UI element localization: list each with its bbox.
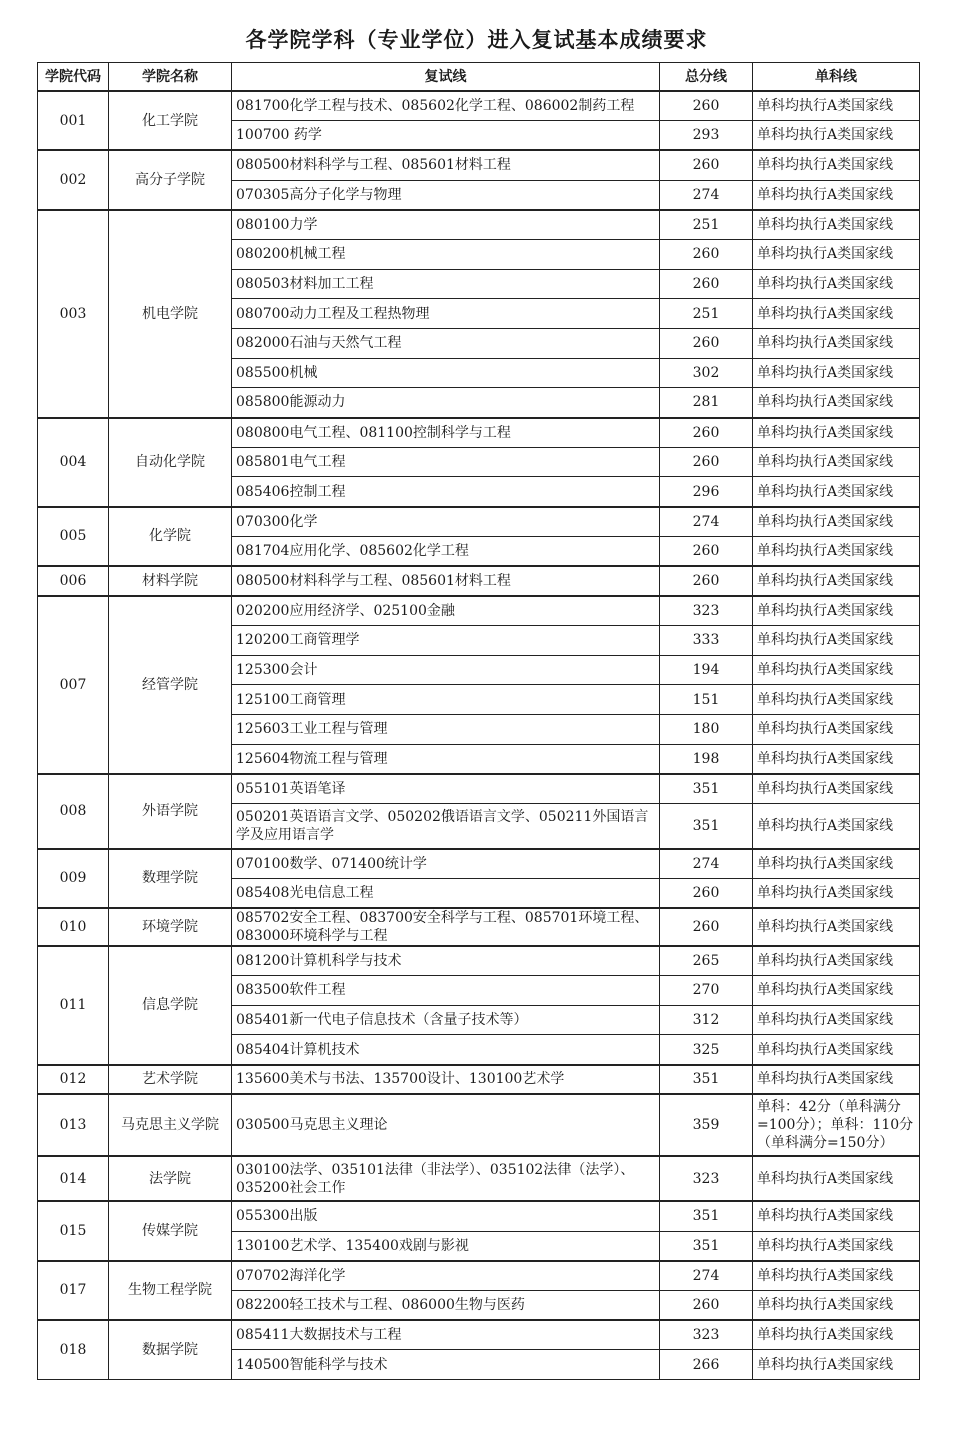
- table-row: [38, 849, 920, 879]
- major-cell: 085406控制工程: [232, 477, 660, 507]
- total-score-cell: 351: [660, 1231, 753, 1261]
- school-name: 艺术学院: [109, 1065, 232, 1095]
- single-subject-cell: 单科均执行A类国家线: [753, 685, 920, 715]
- major-cell: 125603工业工程与管理: [232, 714, 660, 744]
- total-score-cell: 312: [660, 1005, 753, 1035]
- total-score-cell: 265: [660, 946, 753, 976]
- total-score-cell: 260: [660, 418, 753, 448]
- major-cell: 085500机械: [232, 358, 660, 388]
- header-total: 总分线: [660, 63, 753, 92]
- single-subject-cell: 单科均执行A类国家线: [753, 1035, 920, 1065]
- table-row: [38, 566, 920, 596]
- total-score-cell: 270: [660, 976, 753, 1006]
- major-cell: 080500材料科学与工程、085601材料工程: [232, 150, 660, 180]
- major-cell: 140500智能科学与技术: [232, 1350, 660, 1380]
- total-score-cell: 325: [660, 1035, 753, 1065]
- single-subject-cell: 单科均执行A类国家线: [753, 299, 920, 329]
- single-subject-cell: 单科均执行A类国家线: [753, 625, 920, 655]
- score-table: [37, 62, 920, 1380]
- total-score-cell: 274: [660, 507, 753, 537]
- total-score-cell: 351: [660, 1065, 753, 1095]
- total-score-cell: 260: [660, 239, 753, 269]
- total-score-cell: 260: [660, 329, 753, 359]
- single-subject-cell: 单科均执行A类国家线: [753, 269, 920, 299]
- table-row: [38, 150, 920, 180]
- header-name: 学院名称: [109, 63, 232, 92]
- school-name: 化学院: [109, 507, 232, 566]
- major-cell: 080700动力工程及工程热物理: [232, 299, 660, 329]
- table-body: [38, 91, 920, 1379]
- major-cell: 083500软件工程: [232, 976, 660, 1006]
- major-cell: 085801电气工程: [232, 447, 660, 477]
- total-score-cell: 333: [660, 625, 753, 655]
- major-cell: 070702海洋化学: [232, 1261, 660, 1291]
- total-score-cell: 260: [660, 1290, 753, 1320]
- single-subject-cell: 单科均执行A类国家线: [753, 1005, 920, 1035]
- total-score-cell: 180: [660, 714, 753, 744]
- school-name: 外语学院: [109, 774, 232, 849]
- school-code: 013: [38, 1094, 109, 1156]
- single-subject-cell: 单科均执行A类国家线: [753, 946, 920, 976]
- major-cell: 070100数学、071400统计学: [232, 849, 660, 879]
- total-score-cell: 293: [660, 121, 753, 151]
- major-cell: 125300会计: [232, 655, 660, 685]
- total-score-cell: 323: [660, 1156, 753, 1201]
- major-cell: 120200工商管理学: [232, 625, 660, 655]
- school-name: 信息学院: [109, 946, 232, 1065]
- total-score-cell: 260: [660, 91, 753, 121]
- major-cell: 085401新一代电子信息技术（含量子技术等）: [232, 1005, 660, 1035]
- single-subject-cell: 单科均执行A类国家线: [753, 358, 920, 388]
- school-code: 004: [38, 418, 109, 507]
- school-name: 化工学院: [109, 91, 232, 150]
- school-name: 数据学院: [109, 1320, 232, 1379]
- major-cell: 055101英语笔译: [232, 774, 660, 804]
- school-name: 环境学院: [109, 908, 232, 946]
- major-cell: 050201英语语言文学、050202俄语语言文学、050211外国语言学及应用语言学: [232, 804, 660, 849]
- school-name: 生物工程学院: [109, 1261, 232, 1320]
- single-subject-cell: 单科均执行A类国家线: [753, 1065, 920, 1095]
- single-subject-cell: 单科均执行A类国家线: [753, 1201, 920, 1231]
- table-row: [38, 1320, 920, 1350]
- major-cell: 080800电气工程、081100控制科学与工程: [232, 418, 660, 448]
- table-row: [38, 908, 920, 946]
- major-cell: 125604物流工程与管理: [232, 744, 660, 774]
- single-subject-cell: 单科均执行A类国家线: [753, 388, 920, 418]
- table-row: [38, 1094, 920, 1156]
- school-code: 006: [38, 566, 109, 596]
- single-subject-cell: 单科均执行A类国家线: [753, 849, 920, 879]
- total-score-cell: 260: [660, 566, 753, 596]
- single-subject-cell: 单科均执行A类国家线: [753, 180, 920, 210]
- table-header-row: [38, 63, 920, 92]
- school-code: 001: [38, 91, 109, 150]
- major-cell: 030100法学、035101法律（非法学）、035102法律（法学）、035200社会工作: [232, 1156, 660, 1201]
- total-score-cell: 260: [660, 908, 753, 946]
- school-code: 017: [38, 1261, 109, 1320]
- major-cell: 130100艺术学、135400戏剧与影视: [232, 1231, 660, 1261]
- header-code: 学院代码: [38, 63, 109, 92]
- school-code: 012: [38, 1065, 109, 1095]
- major-cell: 100700 药学: [232, 121, 660, 151]
- single-subject-cell: 单科均执行A类国家线: [753, 1261, 920, 1291]
- single-subject-cell: 单科均执行A类国家线: [753, 121, 920, 151]
- total-score-cell: 351: [660, 774, 753, 804]
- school-name: 自动化学院: [109, 418, 232, 507]
- table-row: [38, 210, 920, 240]
- single-subject-cell: 单科：42分（单科满分=100分）；单科：110分（单科满分=150分）: [753, 1094, 920, 1156]
- total-score-cell: 260: [660, 536, 753, 566]
- table-row: [38, 596, 920, 626]
- single-subject-cell: 单科均执行A类国家线: [753, 507, 920, 537]
- major-cell: 070305高分子化学与物理: [232, 180, 660, 210]
- single-subject-cell: 单科均执行A类国家线: [753, 91, 920, 121]
- major-cell: 085411大数据技术与工程: [232, 1320, 660, 1350]
- school-code: 008: [38, 774, 109, 849]
- total-score-cell: 302: [660, 358, 753, 388]
- major-cell: 085404计算机技术: [232, 1035, 660, 1065]
- single-subject-cell: 单科均执行A类国家线: [753, 908, 920, 946]
- single-subject-cell: 单科均执行A类国家线: [753, 1156, 920, 1201]
- school-code: 003: [38, 210, 109, 418]
- header-line: 复试线: [232, 63, 660, 92]
- major-cell: 080100力学: [232, 210, 660, 240]
- major-cell: 080200机械工程: [232, 239, 660, 269]
- school-code: 005: [38, 507, 109, 566]
- single-subject-cell: 单科均执行A类国家线: [753, 566, 920, 596]
- total-score-cell: 274: [660, 849, 753, 879]
- school-code: 018: [38, 1320, 109, 1379]
- total-score-cell: 323: [660, 1320, 753, 1350]
- total-score-cell: 194: [660, 655, 753, 685]
- single-subject-cell: 单科均执行A类国家线: [753, 329, 920, 359]
- major-cell: 030500马克思主义理论: [232, 1094, 660, 1156]
- total-score-cell: 274: [660, 180, 753, 210]
- total-score-cell: 151: [660, 685, 753, 715]
- major-cell: 055300出版: [232, 1201, 660, 1231]
- table-row: [38, 91, 920, 121]
- school-name: 传媒学院: [109, 1201, 232, 1260]
- single-subject-cell: 单科均执行A类国家线: [753, 210, 920, 240]
- single-subject-cell: 单科均执行A类国家线: [753, 1290, 920, 1320]
- major-cell: 085800能源动力: [232, 388, 660, 418]
- single-subject-cell: 单科均执行A类国家线: [753, 714, 920, 744]
- major-cell: 020200应用经济学、025100金融: [232, 596, 660, 626]
- table-row: [38, 507, 920, 537]
- school-code: 002: [38, 150, 109, 209]
- single-subject-cell: 单科均执行A类国家线: [753, 596, 920, 626]
- single-subject-cell: 单科均执行A类国家线: [753, 976, 920, 1006]
- single-subject-cell: 单科均执行A类国家线: [753, 1231, 920, 1261]
- total-score-cell: 359: [660, 1094, 753, 1156]
- table-row: [38, 946, 920, 976]
- school-name: 经管学院: [109, 596, 232, 774]
- table-row: [38, 418, 920, 448]
- school-code: 009: [38, 849, 109, 908]
- header-single: 单科线: [753, 63, 920, 92]
- total-score-cell: 251: [660, 299, 753, 329]
- major-cell: 085702安全工程、083700安全科学与工程、085701环境工程、083000环境科学与工程: [232, 908, 660, 946]
- single-subject-cell: 单科均执行A类国家线: [753, 239, 920, 269]
- major-cell: 082200轻工技术与工程、086000生物与医药: [232, 1290, 660, 1320]
- single-subject-cell: 单科均执行A类国家线: [753, 1350, 920, 1380]
- school-name: 数理学院: [109, 849, 232, 908]
- single-subject-cell: 单科均执行A类国家线: [753, 447, 920, 477]
- total-score-cell: 260: [660, 269, 753, 299]
- total-score-cell: 351: [660, 804, 753, 849]
- total-score-cell: 260: [660, 150, 753, 180]
- major-cell: 085408光电信息工程: [232, 878, 660, 908]
- school-name: 马克思主义学院: [109, 1094, 232, 1156]
- total-score-cell: 260: [660, 878, 753, 908]
- page-title: 各学院学科（专业学位）进入复试基本成绩要求: [245, 28, 708, 52]
- school-name: 高分子学院: [109, 150, 232, 209]
- total-score-cell: 323: [660, 596, 753, 626]
- major-cell: 070300化学: [232, 507, 660, 537]
- single-subject-cell: 单科均执行A类国家线: [753, 774, 920, 804]
- total-score-cell: 351: [660, 1201, 753, 1231]
- single-subject-cell: 单科均执行A类国家线: [753, 1320, 920, 1350]
- school-name: 法学院: [109, 1156, 232, 1201]
- major-cell: 080500材料科学与工程、085601材料工程: [232, 566, 660, 596]
- major-cell: 080503材料加工工程: [232, 269, 660, 299]
- table-row: [38, 1156, 920, 1201]
- school-name: 机电学院: [109, 210, 232, 418]
- major-cell: 135600美术与书法、135700设计、130100艺术学: [232, 1065, 660, 1095]
- total-score-cell: 260: [660, 447, 753, 477]
- school-code: 007: [38, 596, 109, 774]
- single-subject-cell: 单科均执行A类国家线: [753, 536, 920, 566]
- total-score-cell: 266: [660, 1350, 753, 1380]
- major-cell: 125100工商管理: [232, 685, 660, 715]
- table-row: [38, 774, 920, 804]
- major-cell: 081700化学工程与技术、085602化学工程、086002制药工程: [232, 91, 660, 121]
- total-score-cell: 296: [660, 477, 753, 507]
- major-cell: 082000石油与天然气工程: [232, 329, 660, 359]
- school-code: 010: [38, 908, 109, 946]
- total-score-cell: 198: [660, 744, 753, 774]
- major-cell: 081704应用化学、085602化学工程: [232, 536, 660, 566]
- total-score-cell: 274: [660, 1261, 753, 1291]
- single-subject-cell: 单科均执行A类国家线: [753, 655, 920, 685]
- school-code: 011: [38, 946, 109, 1065]
- single-subject-cell: 单科均执行A类国家线: [753, 878, 920, 908]
- total-score-cell: 281: [660, 388, 753, 418]
- single-subject-cell: 单科均执行A类国家线: [753, 150, 920, 180]
- single-subject-cell: 单科均执行A类国家线: [753, 804, 920, 849]
- major-cell: 081200计算机科学与技术: [232, 946, 660, 976]
- single-subject-cell: 单科均执行A类国家线: [753, 477, 920, 507]
- total-score-cell: 251: [660, 210, 753, 240]
- single-subject-cell: 单科均执行A类国家线: [753, 744, 920, 774]
- table-row: [38, 1065, 920, 1095]
- table-row: [38, 1261, 920, 1291]
- school-code: 014: [38, 1156, 109, 1201]
- school-name: 材料学院: [109, 566, 232, 596]
- table-row: [38, 1201, 920, 1231]
- single-subject-cell: 单科均执行A类国家线: [753, 418, 920, 448]
- school-code: 015: [38, 1201, 109, 1260]
